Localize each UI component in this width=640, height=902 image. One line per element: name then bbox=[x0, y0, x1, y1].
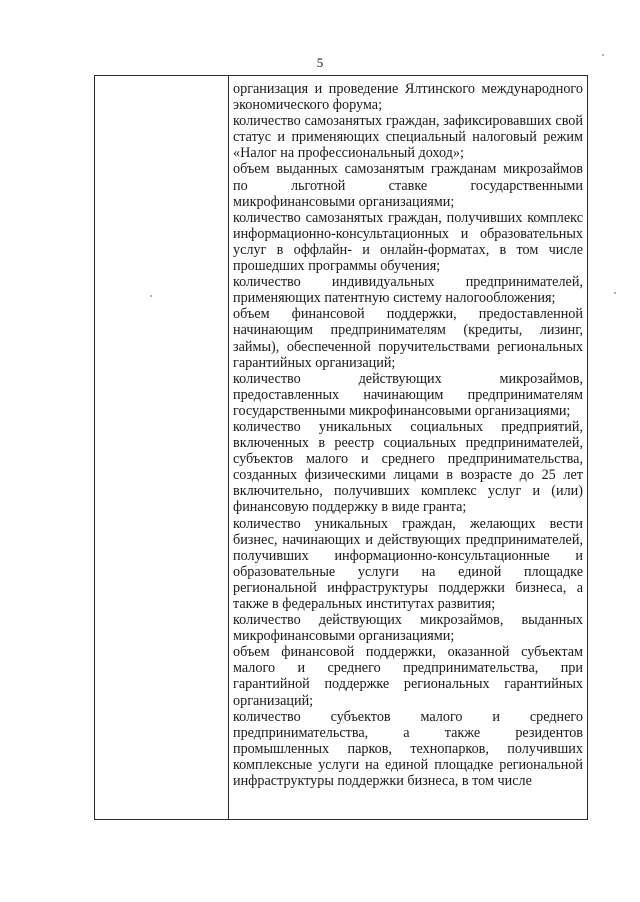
paragraph-microloans-volume: объем выданных самозанятым гражданам микрозаймов по льготной ставке государственными микрофинансовыми организациями; bbox=[233, 161, 583, 210]
table-left-cell bbox=[95, 76, 229, 819]
paragraph-self-employed-services: количество самозанятых граждан, получивших комплекс информационно-консультационных и образовательных услуг в оффлайн- и онлайн-форматах, в том числе прошедших программы обучения; bbox=[233, 209, 583, 275]
scan-speck bbox=[150, 295, 152, 297]
paragraph-unique-citizens: количество уникальных граждан, желающих вести бизнес, начинающих и действующих предпринимателей, получивших информационно-консультационные и образовательные услуги на единой площадке региональной инфраструктуры поддержки бизнеса, а также в федеральных институтах развития; bbox=[233, 515, 583, 612]
paragraph-self-employed-count: количество самозанятых граждан, зафиксировавших свой статус и применяющих специальный налоговый режим «Налог на профессиональный доход»; bbox=[233, 113, 583, 162]
paragraph-sme-complex-services: количество субъектов малого и среднего предпринимательства, а также резидентов промышленных парков, технопарков, получивших комплексные услуги на единой площадке региональной инфраструктуры поддержки бизнеса, в том числе bbox=[233, 708, 583, 790]
scan-speck bbox=[614, 292, 616, 294]
paragraph-patent-system: количество индивидуальных предпринимателей, применяющих патентную систему налогообложения; bbox=[233, 274, 583, 307]
paragraph-social-enterprises: количество уникальных социальных предприятий, включенных в реестр социальных предпринимателей, субъектов малого и среднего предпринимательства, созданных физическими лицами в возрасте до 25 лет включительно, получивших комплекс услуг и (или) финансовую поддержку в виде гранта; bbox=[233, 418, 583, 516]
paragraph-active-microloans: количество действующих микрозаймов, выданных микрофинансовыми организациями; bbox=[233, 612, 583, 645]
paragraph-beginner-microloans: количество действующих микрозаймов, предоставленных начинающим предпринимателям государственными микрофинансовыми организациями; bbox=[233, 370, 583, 419]
page-number: 5 bbox=[316, 55, 324, 70]
paragraph-forum: организация и проведение Ялтинского международного экономического форума; bbox=[233, 81, 583, 114]
paragraph-guarantee-support: объем финансовой поддержки, оказанной субъектам малого и среднего предпринимательства, при гарантийной поддержке региональных гарантийных организаций; bbox=[233, 644, 583, 709]
table-right-cell bbox=[229, 76, 587, 819]
scan-speck bbox=[602, 54, 604, 56]
paragraph-financial-support-beginners: объем финансовой поддержки, предоставленной начинающим предпринимателям (кредиты, лизинг, займы), обеспеченной поручительствами региональных гарантийных организаций; bbox=[233, 306, 583, 371]
document-table bbox=[94, 75, 588, 820]
